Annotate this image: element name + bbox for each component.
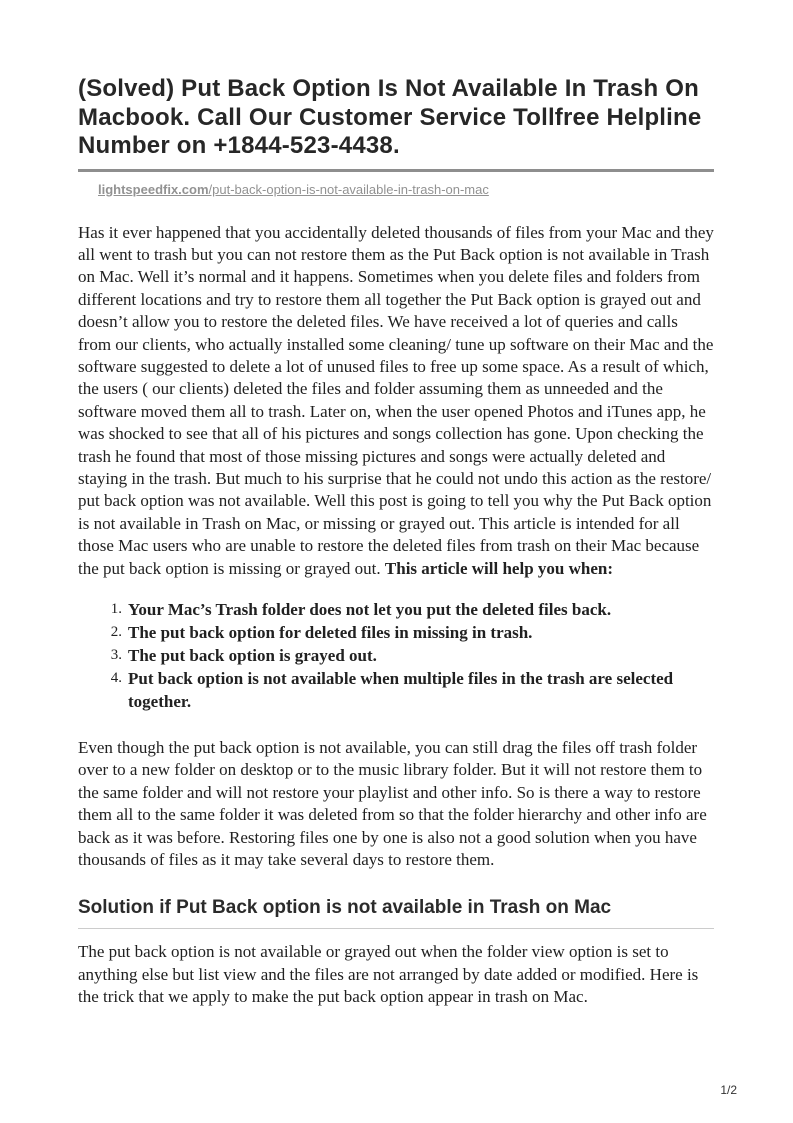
list-item: The put back option for deleted files in missing in trash. <box>128 623 533 642</box>
source-domain: lightspeedfix.com <box>98 181 209 197</box>
help-scenarios-list <box>78 598 714 713</box>
source-path: /put-back-option-is-not-available-in-trash-on-mac <box>208 181 489 197</box>
source-url-link[interactable] <box>98 182 489 197</box>
section-divider <box>78 928 714 929</box>
page-number-indicator: 1/2 <box>720 1083 737 1097</box>
solution-paragraph: The put back option is not available or grayed out when the folder view option is set to anything else but list view and the files are not arranged by date added or modified. Here is the trick that we apply to make the put back option appear in trash on Mac. <box>78 942 699 1007</box>
document-page <box>78 0 714 1009</box>
list-item: Your Mac’s Trash folder does not let you put the deleted files back. <box>128 600 612 619</box>
solution-section-heading: Solution if Put Back option is not available in Trash on Mac <box>78 897 612 919</box>
workaround-paragraph: Even though the put back option is not available, you can still drag the files off trash folder over to a new folder on desktop or to the music library folder. But it will not restore them to the same folder and will not restore your playlist and other info. So is there a way to restore them all to the same folder it was deleted from so that the folder hierarchy and other info are back as it was before. Restoring files one by one is also not a good solution when you have thousands of files as it may take several days to restore them. <box>78 738 707 870</box>
intro-paragraph <box>78 222 714 581</box>
list-item: The put back option is grayed out. <box>128 646 377 665</box>
source-url-line <box>98 182 714 197</box>
list-item: Put back option is not available when multiple files in the trash are selected together. <box>128 669 674 711</box>
title-divider <box>78 169 714 172</box>
intro-paragraph-text: Has it ever happened that you accidentally deleted thousands of files from your Mac and they all went to trash but you can not restore them as the Put Back option is not available in Trash on Mac. Well it’s normal and it happens. Sometimes when you delete files and folders from different locations and try to restore them all together the Put Back option is grayed out and doesn’t allow you to restore the deleted files. We have received a lot of queries and calls from our clients, who actually installed some cleaning/ tune up software on their Mac and the software suggested to delete a lot of unused files to free up some space. As a result of which, the users ( our clients) deleted the files and folder assuming them as unneeded and the software moved them all to trash. Later on, when the user opened Photos and iTunes app, he was shocked to see that all of his pictures and songs collection has gone. Upon checking the trash he found that most of those missing pictures and songs were actually deleted and staying in the trash. But much to his surprise that he could not undo this action as the restore/ put back option was not available. Well this post is going to tell you why the Put Back option is not available in Trash on Mac, or missing or grayed out. This article is intended for all those Mac users who are unable to restore the deleted files from trash on their Mac because the put back option is missing or grayed out. <box>78 222 714 578</box>
intro-bold-lead-in: This article will help you when: <box>384 558 614 578</box>
article-title: (Solved) Put Back Option Is Not Available In Trash On Macbook. Call Our Customer Service Tollfree Helpline Number on +1844-523-4438. <box>78 75 702 159</box>
